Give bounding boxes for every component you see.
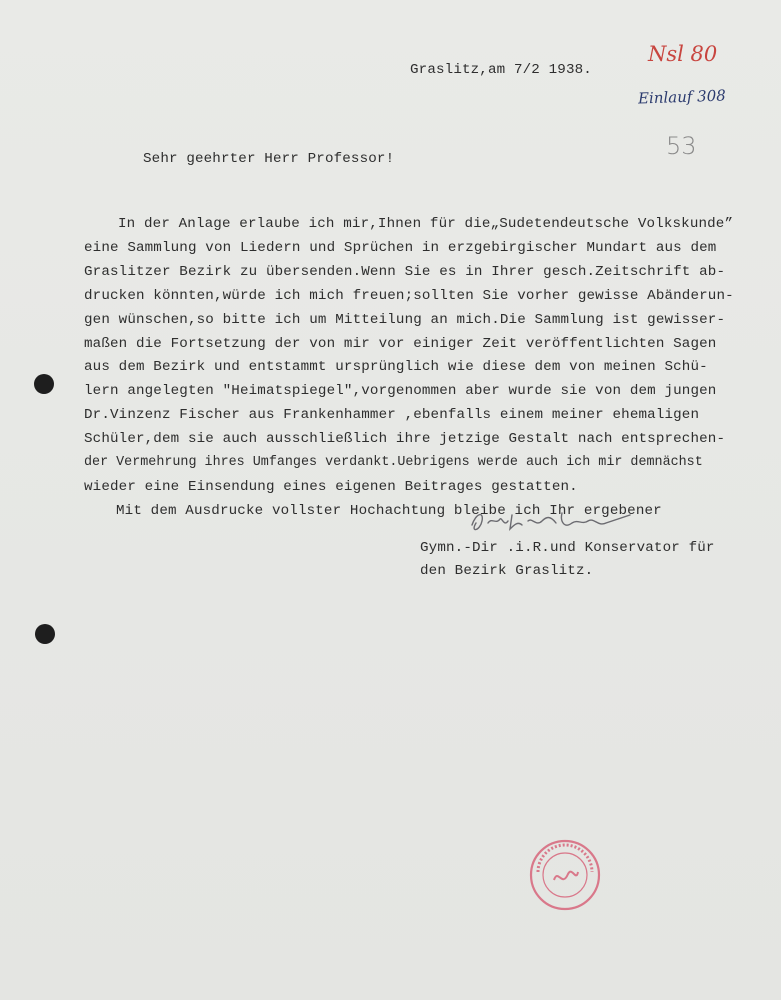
body-line: lern angelegten "Heimatspiegel",vorgenommen aber wurde sie von dem jungen xyxy=(84,383,717,399)
body-line: maßen die Fortsetzung der von mir vor einiger Zeit veröffentlichten Sagen xyxy=(84,336,717,352)
salutation: Sehr geehrter Herr Professor! xyxy=(143,151,395,167)
body-line: gen wünschen,so bitte ich um Mitteilung an mich.Die Sammlung ist gewisser- xyxy=(84,312,726,328)
body-line: Dr.Vinzenz Fischer aus Frankenhammer ,ebenfalls einem meiner ehemaligen xyxy=(84,407,700,423)
body-line: der Vermehrung ihres Umfanges verdankt.Uebrigens werde auch ich mir demnächst xyxy=(84,455,703,470)
title-line: den Bezirk Graslitz. xyxy=(420,563,594,579)
body-line: drucken könnten,würde ich mich freuen;sollten Sie vorher gewisse Abänderun- xyxy=(84,288,734,304)
einlauf-annotation: Einlauf 308 xyxy=(637,86,727,108)
signature-scribble xyxy=(462,503,642,537)
folio-number-annotation: 53 xyxy=(666,132,697,160)
body-line: Graslitzer Bezirk zu übersenden.Wenn Sie es in Ihrer gesch.Zeitschrift ab- xyxy=(84,264,726,280)
punch-hole xyxy=(34,374,54,394)
archive-number-annotation: Nsl 80 xyxy=(648,42,718,66)
body-line: Schüler,dem sie auch ausschließlich ihre jetzige Gestalt nach entsprechen- xyxy=(84,431,726,447)
date-line: Graslitz,am 7/2 1938. xyxy=(410,62,592,78)
body-line: eine Sammlung von Liedern und Sprüchen in erzgebirgischer Mundart aus dem xyxy=(84,240,717,256)
title-line: Gymn.-Dir .i.R.und Konservator für xyxy=(420,540,715,556)
body-line: wieder eine Einsendung eines eigenen Beitrages gestatten. xyxy=(84,479,578,495)
punch-hole xyxy=(35,624,55,644)
body-line: aus dem Bezirk und entstammt ursprünglich wie diese dem von meinen Schü- xyxy=(84,359,708,375)
body-line: In der Anlage erlaube ich mir,Ihnen für die„Sudetendeutsche Volkskunde” xyxy=(118,216,734,232)
archive-stamp xyxy=(528,838,602,912)
closing-line: Mit dem Ausdrucke vollster Hochachtung bleibe ich Ihr ergebener xyxy=(116,503,662,519)
